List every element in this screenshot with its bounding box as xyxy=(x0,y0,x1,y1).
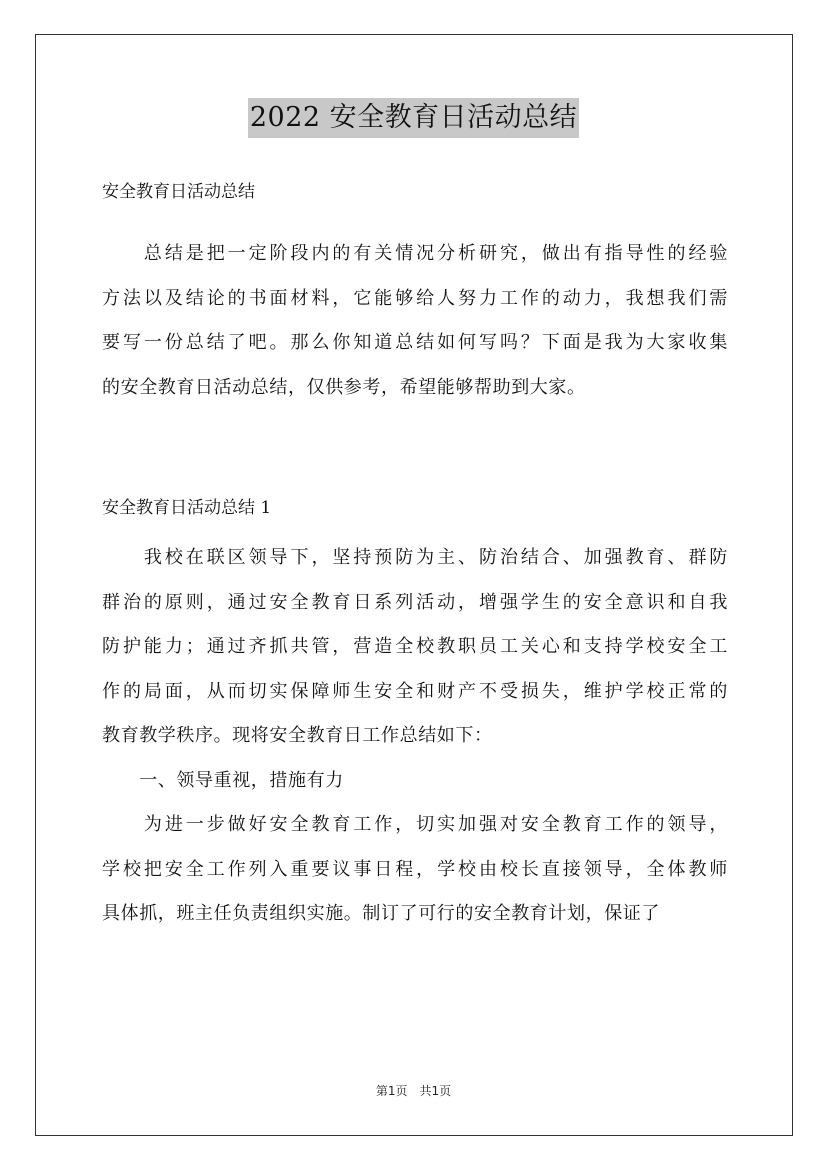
paragraph-line: 防护能力；通过齐抓共管，营造全校教职员工关心和支持学校安全工 xyxy=(102,636,728,657)
paragraph-line: 的安全教育日活动总结，仅供参考，希望能够帮助到大家。 xyxy=(102,376,586,398)
title-container xyxy=(0,98,827,138)
subheading-block xyxy=(102,759,728,804)
paragraph-line: 总结是把一定阶段内的有关情况分析研究，做出有指导性的经验 xyxy=(102,243,728,264)
paragraph-line: 群治的原则，通过安全教育日系列活动，增强学生的安全意识和自我 xyxy=(102,591,728,613)
paragraph-line: 学校把安全工作列入重要议事日程，学校由校长直接领导，全体教师 xyxy=(102,858,728,880)
page-footer: 第1页 共1页 xyxy=(375,1084,452,1098)
paragraph-line: 具体抓，班主任负责组织实施。制订了可行的安全教育计划，保证了 xyxy=(102,903,660,924)
section1b-paragraph xyxy=(102,803,728,937)
section1-paragraph xyxy=(102,536,728,759)
document-body xyxy=(102,172,728,937)
intro-paragraph xyxy=(102,232,728,410)
paragraph-line: 方法以及结论的书面材料，它能够给人努力工作的动力，我想我们需 xyxy=(102,287,728,309)
paragraph-line: 要写一份总结了吧。那么你知道总结如何写吗？下面是我为大家收集 xyxy=(102,332,728,353)
paragraph-line: 为进一步做好安全教育工作，切实加强对安全教育工作的领导， xyxy=(102,814,728,835)
paragraph-line: 我校在联区领导下，坚持预防为主、防治结合、加强教育、群防 xyxy=(102,547,728,568)
document-title: 2022 安全教育日活动总结 xyxy=(248,98,579,138)
paragraph-line: 作的局面，从而切实保障师生安全和财产不受损失，维护学校正常的 xyxy=(102,680,728,702)
section-heading: 安全教育日活动总结 1 xyxy=(102,498,272,518)
subheading: 一、领导重视，措施有力 xyxy=(102,769,344,791)
paragraph-line: 教育教学秩序。现将安全教育日工作总结如下： xyxy=(102,725,493,746)
document-heading: 安全教育日活动总结 xyxy=(102,182,255,202)
